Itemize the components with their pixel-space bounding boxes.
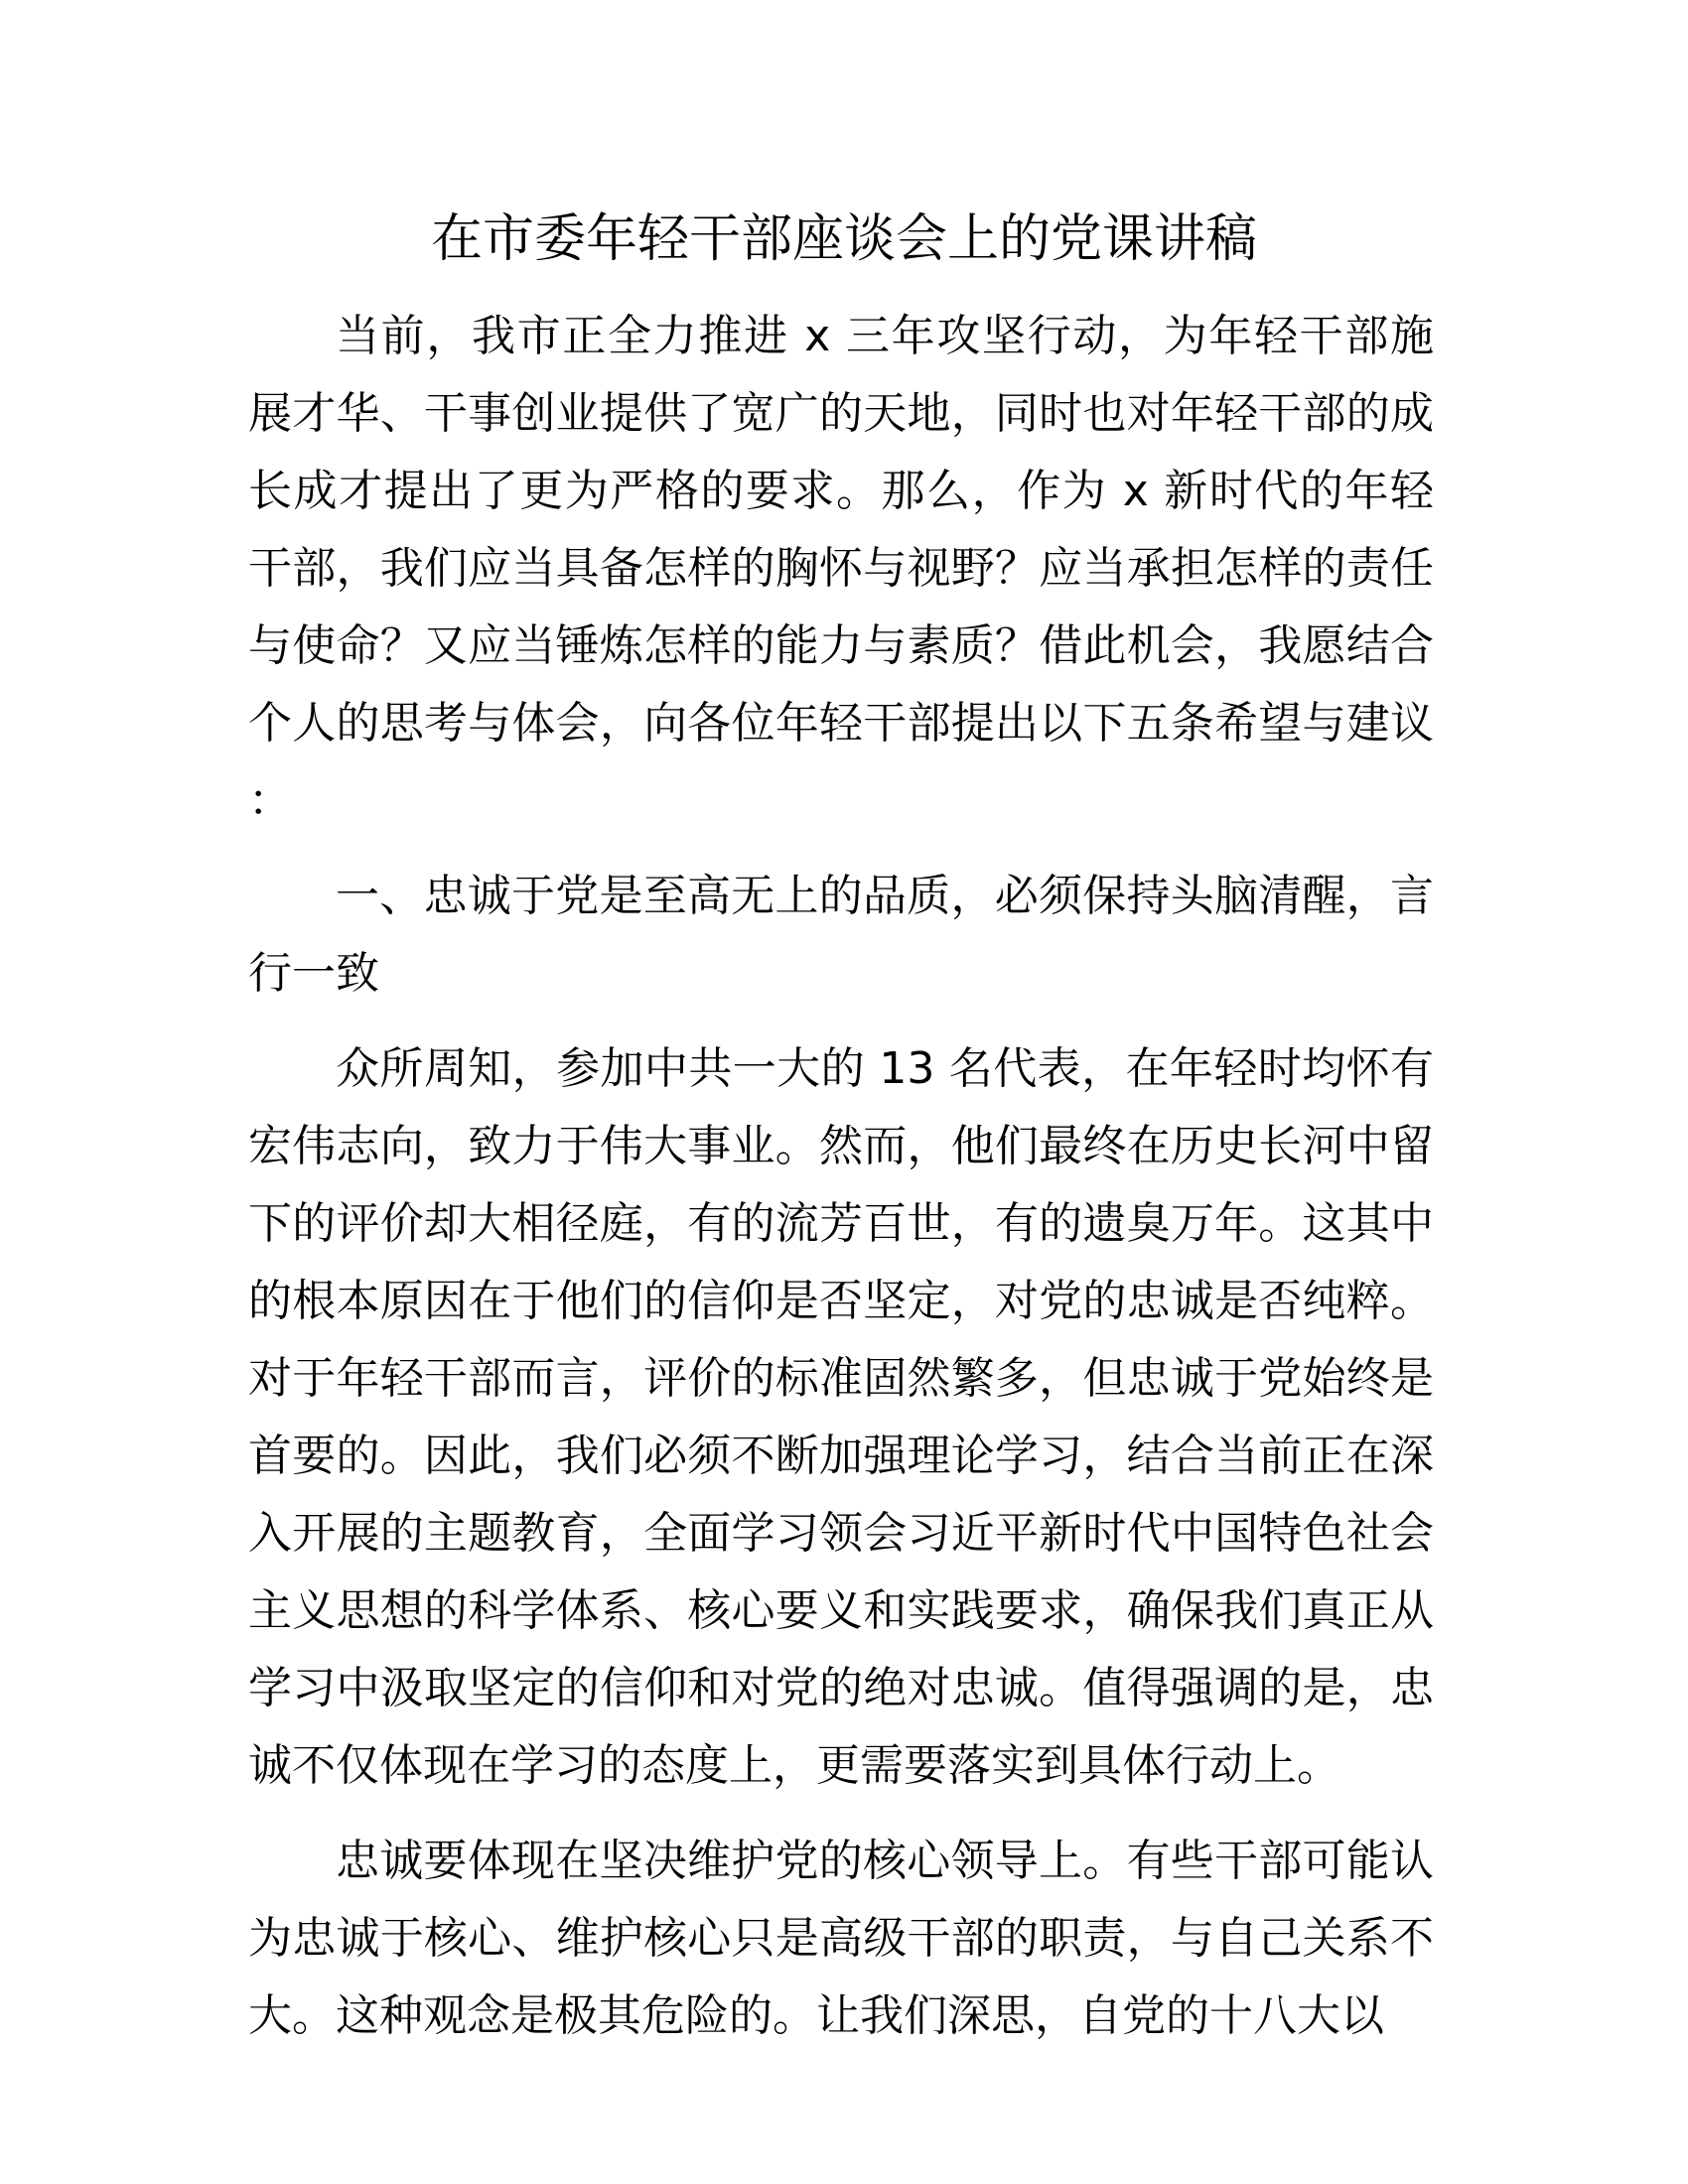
document-body (248, 298, 1434, 2073)
body-paragraph: 忠诚要体现在坚决维护党的核心领导上。有些干部可能认为忠诚于核心、维护核心只是高级干部的职责，与自己关系不大。这种观念是极其危险的。让我们深思，自党的十八大以 (248, 1836, 1434, 2041)
section-heading-1: 一、忠诚于党是至高无上的品质，必须保持头脑清醒，言行一致 (248, 871, 1434, 999)
document-title: 在市委年轻干部座谈会上的党课讲稿 (430, 209, 1257, 269)
intro-paragraph: 当前，我市正全力推进 x 三年攻坚行动，为年轻干部施展才华、干事创业提供了宽广的天地，同时也对年轻干部的成长成才提出了更为严格的要求。那么，作为 x 新时代的年轻干部，我们应当具备怎样的胸怀与视野？应当承担怎样的责任与使命？又应当锤炼怎样的能力与素质？借此机会，我愿结合个人的思考与体会，向各位年轻干部提出以下五条希望与建议： (248, 311, 1434, 826)
body-paragraph: 众所周知，参加中共一大的 13 名代表，在年轻时均怀有宏伟志向，致力于伟大事业。然而，他们最终在历史长河中留下的评价却大相径庭，有的流芳百世，有的遗臭万年。这其中的根本原因在于他们的信仰是否坚定，对党的忠诚是否纯粹。对于年轻干部而言，评价的标准固然繁多，但忠诚于党始终是首要的。因此，我们必须不断加强理论学习，结合当前正在深入开展的主题教育，全面学习领会习近平新时代中国特色社会主义思想的科学体系、核心要义和实践要求，确保我们真正从学习中汲取坚定的信仰和对党的绝对忠诚。值得强调的是，忠诚不仅体现在学习的态度上，更需要落实到具体行动上。 (248, 1043, 1434, 1791)
